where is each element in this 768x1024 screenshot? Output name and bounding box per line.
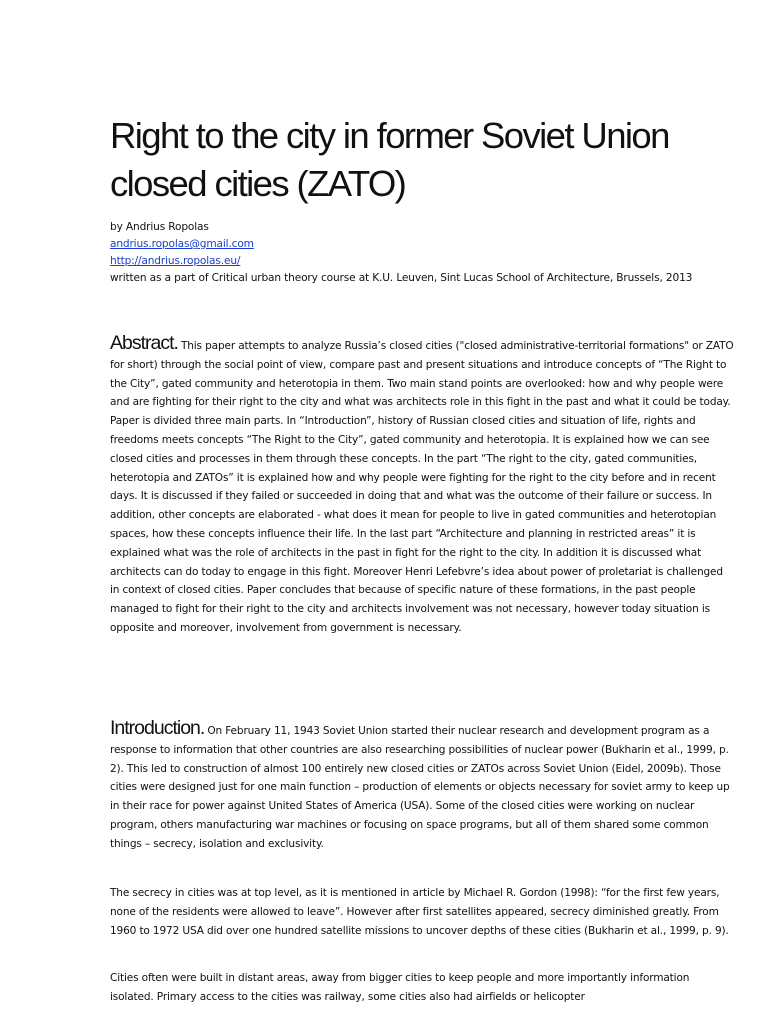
page-title: Right to the city in former Soviet Union closed cities (ZATO) (110, 115, 669, 204)
author-block (110, 219, 750, 287)
email-link[interactable]: andrius.ropolas@gmail.com (110, 238, 254, 250)
introduction-text: On February 11, 1943 Soviet Union started their nuclear research and development program as a response to information that other countries are also researching possibilities of nuclear power (Bukharin et al., 1999, p. 2). This led to construction of almost 100 entirely new closed cities or ZATOs across Soviet Union (Eidel, 2009b). Those cities were designed just for one main function – production of elements or objects necessary for soviet army to keep up in their race for power against United States of America (USA). Some of the closed cities were working on nuclear program, others manufacturing war machines or focusing on space programs, but all of them shared some common things – secrecy, isolation and exclusivity. (110, 725, 730, 850)
secrecy-paragraph: The secrecy in cities was at top level, as it is mentioned in article by Michael R. Gordon (1998): “for the first few years, none of the residents were allowed to leave”. However after first satellites appeared, secrecy diminished greatly. From 1960 to 1972 USA did over one hundred satellite missions to uncover depths of these cities (Bukharin et al., 1999, p. 9). (110, 887, 729, 937)
introduction-paragraph (110, 719, 735, 854)
introduction-heading: Introduction. (110, 717, 205, 739)
abstract-paragraph (110, 334, 735, 638)
abstract-heading: Abstract. (110, 332, 178, 354)
website-link[interactable]: http://andrius.ropolas.eu/ (110, 255, 241, 267)
location-paragraph: Cities often were built in distant areas, away from bigger cities to keep people and more importantly information isolated. Primary access to the cities was railway, some cities also had airfields or helicopter (110, 972, 690, 1003)
context-line: written as a part of Critical urban theory course at K.U. Leuven, Sint Lucas School of Architecture, Brussels, 2013 (110, 272, 693, 284)
author-line: by Andrius Ropolas (110, 221, 209, 233)
abstract-text: This paper attempts to analyze Russia’s closed cities ("closed administrative-territorial formations" or ZATO for short) through the social point of view, compare past and present situations and introduce concepts of “The Right to the City”, gated community and heterotopia in them. Two main stand points are overlooked: how and why people were and are fighting for their right to the city and what was architects role in this fight in the past and what it could be today. Paper is divided three main parts. In “Introduction”, history of Russian closed cities and situation of life, rights and freedoms meets concepts “The Right to the City”, gated community and heterotopia. It is explained how we can see closed cities and processes in them through these concepts. In the part “The right to the city, gated communities, heterotopia and ZATOs” it is explained how and why people were fighting for the right to the city before and in recent days. It is discussed if they failed or succeeded in doing that and what was the outcome of their failure or success. In addition, other concepts are elaborated - what does it mean for people to live in gated communities and heterotopian spaces, how these concepts influence their life. In the last part “Architecture and planning in restricted areas” it is explained what was the role of architects in the past in fight for the right to the city. In addition it is discussed what architects can do today to engage in this fight. Moreover Henri Lefebvre’s idea about power of proletariat is challenged in context of closed cities. Paper concludes that because of specific nature of these formations, in the past people managed to fight for their right to the city and architects involvement was not necessary, however today situation is opposite and moreover, involvement from government is necessary. (110, 340, 734, 634)
